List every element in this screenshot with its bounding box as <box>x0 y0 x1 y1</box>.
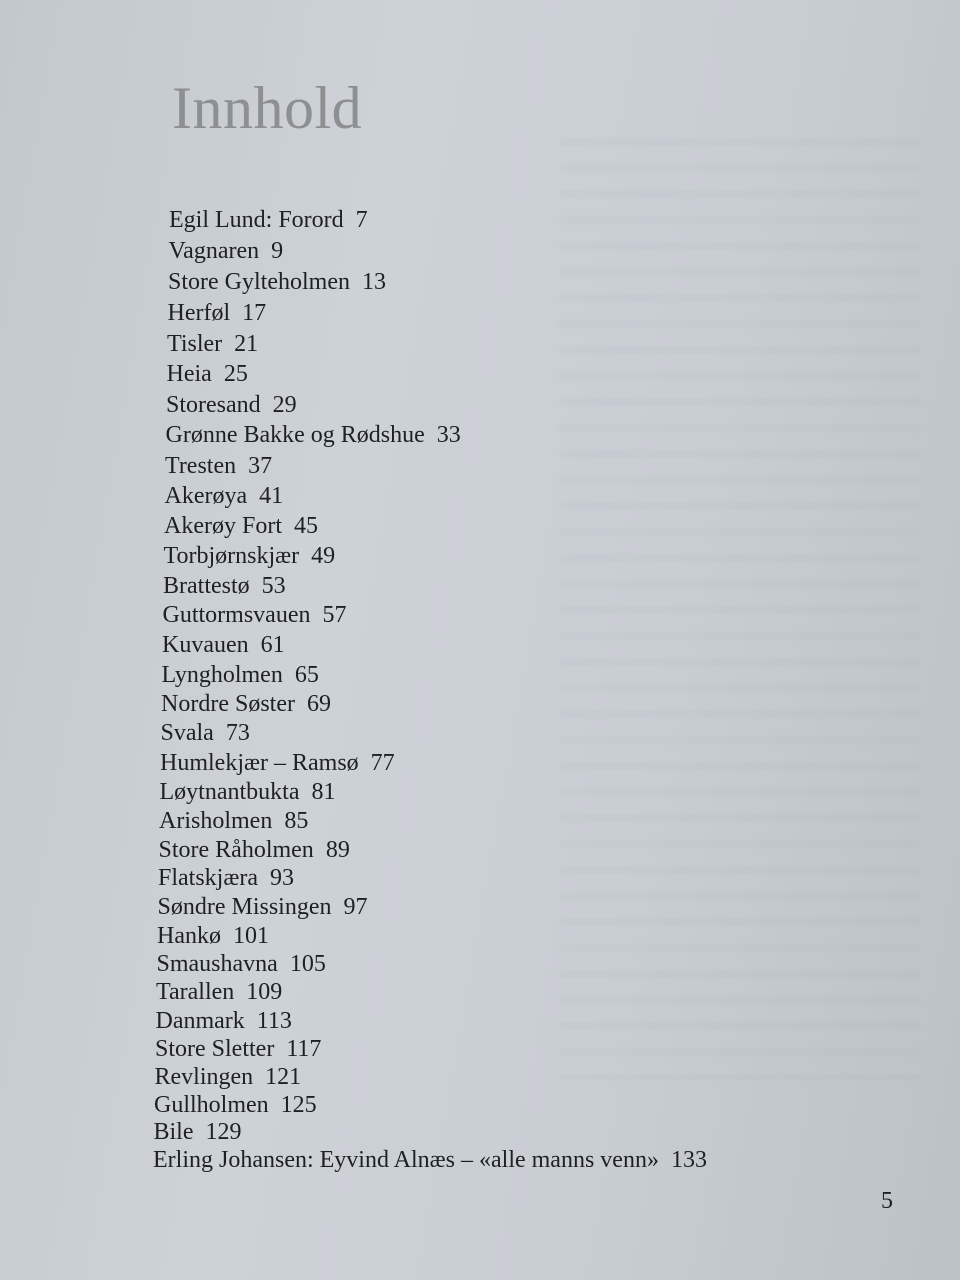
toc-entry <box>166 393 297 417</box>
toc-entry-title: Store Gylteholmen <box>168 269 350 296</box>
toc-entry-page: 61 <box>260 632 285 659</box>
toc-entry-title: Smaushavna <box>156 951 278 977</box>
toc-entry-page: 13 <box>361 269 386 296</box>
toc-entry <box>160 780 336 804</box>
toc-entry <box>165 454 272 478</box>
toc-entry <box>161 692 331 716</box>
toc-entry-title: Akerøya <box>164 482 248 509</box>
toc-entry-title: Arisholmen <box>159 807 273 834</box>
toc-entry-title: Grønne Bakke og Rødshue <box>165 422 425 449</box>
toc-entry-page: 57 <box>322 602 347 629</box>
toc-entry <box>153 1148 707 1172</box>
toc-entry-title: Humlekjær – Ramsø <box>160 749 359 776</box>
toc-entry-page: 33 <box>436 422 461 449</box>
toc-entry-title: Tisler <box>167 330 223 357</box>
toc-entry <box>159 809 308 833</box>
toc-entry <box>167 362 248 386</box>
toc-entry-title: Erling Johansen: Eyvind Alnæs – «alle manns venn» <box>153 1147 659 1173</box>
toc-entry <box>158 895 368 919</box>
toc-entry-page: 73 <box>225 720 250 747</box>
toc-entry-title: Løytnantbukta <box>159 778 300 805</box>
toc-entry-title: Store Sletter <box>155 1035 275 1062</box>
toc-entry-title: Storesand <box>166 391 261 418</box>
toc-entry-page: 21 <box>234 330 259 357</box>
toc-entry-page: 105 <box>289 951 326 977</box>
toc-entry-title: Hankø <box>157 922 221 949</box>
toc-entry-page: 93 <box>270 865 294 892</box>
toc-entry <box>157 952 326 976</box>
toc-entry-page: 17 <box>242 299 267 326</box>
toc-entry <box>158 866 294 890</box>
toc-entry-page: 85 <box>284 807 309 834</box>
toc-entry-page: 65 <box>294 661 319 688</box>
toc-entry-title: Tresten <box>165 452 237 479</box>
toc-entry-page: 41 <box>259 482 284 509</box>
toc-entry <box>163 574 286 598</box>
toc-entry <box>163 603 347 627</box>
toc-entry-title: Revlingen <box>154 1063 254 1090</box>
toc-entry-page: 37 <box>248 452 273 479</box>
toc-entry-page: 129 <box>205 1119 242 1146</box>
toc-entry <box>169 208 368 232</box>
toc-entry <box>154 1093 317 1117</box>
toc-entry-title: Flatskjæra <box>158 865 258 892</box>
toc-entry-title: Akerøy Fort <box>164 512 282 539</box>
toc-entry-title: Torbjørnskjær <box>163 542 300 569</box>
toc-entry <box>167 332 258 356</box>
toc-entry-title: Heia <box>166 361 212 388</box>
bleed-through-text <box>560 120 920 1080</box>
toc-entry-page: 77 <box>370 749 395 776</box>
toc-entry-page: 113 <box>256 1007 292 1034</box>
toc-entry-page: 89 <box>325 836 350 863</box>
toc-entry <box>164 514 318 538</box>
toc-entry-page: 109 <box>246 979 283 1006</box>
toc-entry <box>165 484 284 508</box>
toc-entry-title: Danmark <box>155 1007 245 1034</box>
toc-entry-page: 49 <box>311 542 336 569</box>
toc-entry-title: Lyngholmen <box>161 661 283 688</box>
toc-entry <box>154 1120 242 1144</box>
toc-entry-title: Tarallen <box>156 979 235 1006</box>
toc-entry-page: 121 <box>265 1063 302 1090</box>
toc-entry-page: 25 <box>223 361 248 388</box>
toc-entry <box>155 1065 302 1089</box>
toc-entry-page: 101 <box>232 922 269 949</box>
toc-entry <box>162 633 285 657</box>
toc-entry-page: 125 <box>280 1091 317 1118</box>
toc-entry-page: 81 <box>311 778 336 805</box>
toc-entry <box>156 1009 292 1033</box>
toc-entry-page: 53 <box>261 572 286 599</box>
toc-entry-page: 9 <box>271 238 284 265</box>
toc-entry-title: Søndre Missingen <box>157 894 332 921</box>
toc-entry-title: Nordre Søster <box>161 691 295 718</box>
toc-entry <box>162 663 319 687</box>
toc-entry <box>159 838 350 862</box>
toc-entry-title: Gullholmen <box>154 1091 269 1118</box>
toc-entry-page: 97 <box>343 894 368 921</box>
toc-entry <box>157 924 269 948</box>
page-number: 5 <box>881 1188 893 1214</box>
toc-entry-page: 133 <box>670 1147 707 1173</box>
toc-entry-title: Bile <box>153 1119 194 1146</box>
toc-entry-title: Kuvauen <box>162 632 249 659</box>
toc-entry <box>160 751 395 775</box>
toc-entry <box>168 301 267 325</box>
toc-entry-page: 117 <box>286 1035 322 1062</box>
toc-entry-page: 45 <box>293 512 318 539</box>
toc-entry-page: 7 <box>355 207 368 233</box>
page-title: Innhold <box>172 75 363 141</box>
toc-entry-title: Brattestø <box>163 572 250 599</box>
toc-entry <box>155 1037 321 1061</box>
toc-entry-title: Svala <box>160 720 214 747</box>
toc-entry <box>161 721 250 745</box>
toc-entry-page: 29 <box>272 391 297 418</box>
toc-entry <box>169 239 284 263</box>
toc-entry-title: Herføl <box>167 299 231 326</box>
toc-entry-title: Guttormsvauen <box>162 602 311 629</box>
toc-entry <box>168 270 386 294</box>
toc-entry-title: Egil Lund: Forord <box>169 207 344 233</box>
toc-entry-title: Store Råholmen <box>158 836 314 863</box>
toc-entry-title: Vagnaren <box>168 238 260 265</box>
toc-entry <box>164 544 336 568</box>
toc-entry <box>166 423 461 447</box>
toc-entry <box>156 980 282 1004</box>
toc-entry-page: 69 <box>306 691 331 718</box>
